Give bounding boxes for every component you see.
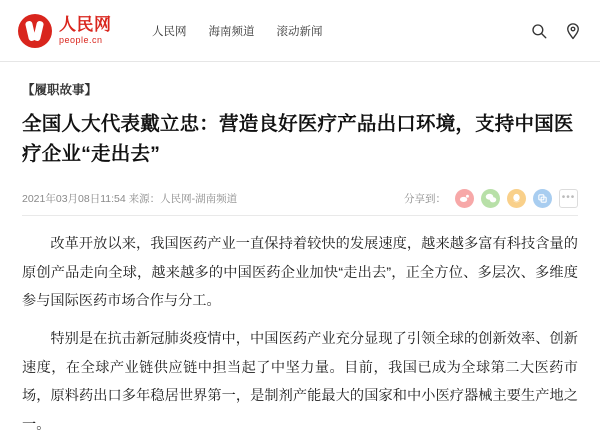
logo-title-en: people.cn	[59, 35, 103, 45]
share-weibo-icon[interactable]	[455, 189, 474, 208]
logo-text	[59, 16, 112, 45]
article-paragraph: 改革开放以来，我国医药产业一直保持着较快的发展速度，越来越多富有科技含量的原创产品走向全球，越来越多的中国医药企业加快“走出去”，正全方位、多层次、多维度参与国际医药市场合作与分工。	[22, 236, 578, 310]
nav-item-hainan[interactable]: 海南频道	[208, 25, 255, 38]
logo-title-cn: 人民网	[59, 15, 112, 34]
meta-divider	[22, 215, 578, 216]
share-copy-link-icon[interactable]	[533, 189, 552, 208]
page-title: 全国人大代表戴立忠：营造良好医疗产品出口环境，支持中国医疗企业“走出去”	[22, 113, 574, 165]
site-logo[interactable]	[18, 14, 136, 48]
search-icon[interactable]	[530, 22, 548, 40]
share-bar	[404, 189, 578, 208]
location-pin-icon[interactable]	[564, 22, 582, 40]
nav-item-people[interactable]: 人民网	[152, 25, 187, 38]
article-kicker: 【履职故事】	[22, 83, 98, 97]
share-more-button[interactable]: •••	[559, 189, 578, 208]
article-paragraph: 特别是在抗击新冠肺炎疫情中，中国医药产业充分显现了引领全球的创新效率、创新速度，在全球产业链供应链中担当起了中坚力量。目前，我国已成为全球第二大医药市场，原料药出口多年稳居世界第一，是制剂产能最大的国家和中小医疗器械主要生产地之一。	[22, 331, 578, 433]
share-qq-icon[interactable]	[507, 189, 526, 208]
share-label: 分享到：	[404, 192, 446, 205]
article-meta-row	[22, 183, 578, 213]
header-actions	[530, 22, 582, 40]
share-wechat-icon[interactable]	[481, 189, 500, 208]
article-body	[22, 230, 578, 438]
article-meta: 2021年03月08日11:54 来源：人民网-湖南频道	[22, 192, 238, 205]
nav-item-rolling-news[interactable]: 滚动新闻	[276, 25, 323, 38]
people-cn-logo-icon	[18, 14, 52, 48]
primary-nav	[152, 23, 323, 39]
site-header	[0, 0, 600, 62]
article	[0, 80, 600, 438]
